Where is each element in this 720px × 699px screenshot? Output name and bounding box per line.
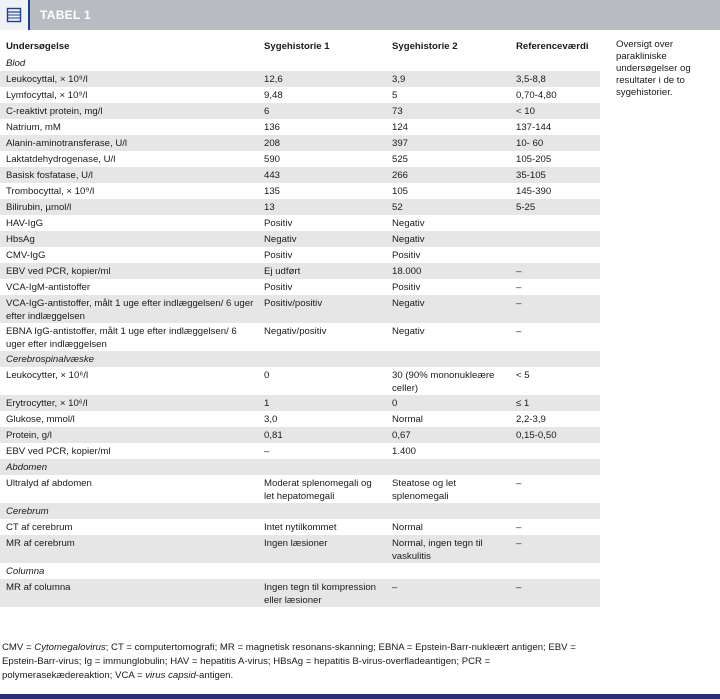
- table-cell: C-reaktivt protein, mg/l: [0, 103, 258, 119]
- table-row: [0, 367, 600, 395]
- table-cell: 35-105: [510, 167, 600, 183]
- table-title: TABEL 1: [40, 8, 91, 22]
- table-row: [0, 279, 600, 295]
- table-row: [0, 71, 600, 87]
- table-cell: 3,5-8,8: [510, 71, 600, 87]
- table-cell: 0: [264, 370, 270, 381]
- table-row: [0, 263, 600, 279]
- table-cell: 3,0: [264, 414, 278, 425]
- table-cell: Positiv/positiv: [258, 295, 386, 323]
- table-cell: Lymfocyttal, × 10⁹/l: [6, 90, 88, 101]
- table-cell: 266: [386, 167, 510, 183]
- table-icon: [0, 0, 30, 30]
- table-cell: Normal: [392, 522, 423, 533]
- table-cell: Negativ: [258, 231, 386, 247]
- footnote-text: CMV =: [2, 642, 35, 653]
- table-cell: 3,9: [386, 71, 510, 87]
- bottom-rule: [0, 694, 720, 699]
- table-row: [0, 247, 600, 263]
- table-cell: VCA-IgG-antistoffer, målt 1 uge efter indlæggelsen/ 6 uger efter indlæggelsen: [0, 295, 258, 323]
- table-row: [0, 535, 600, 563]
- table-cell: Positiv: [392, 250, 421, 261]
- column-header: Undersøgelse: [6, 41, 70, 52]
- table-cell: Negativ: [386, 231, 510, 247]
- table-cell: [510, 247, 600, 263]
- lab-results-table: [0, 36, 600, 607]
- table-cell: Negativ: [392, 218, 425, 229]
- table-cell: –: [510, 263, 600, 279]
- table-cell: CMV-IgG: [6, 250, 46, 261]
- table-cell: 10- 60: [510, 135, 600, 151]
- table-cell: –: [516, 326, 522, 337]
- table-cell: 1.400: [392, 446, 417, 457]
- section-title: Cerebrum: [0, 503, 600, 519]
- table-cell: Ingen læsioner: [258, 535, 386, 563]
- column-header: Referenceværdi: [516, 41, 589, 52]
- table-cell: 30 (90% mononukleære celler): [392, 370, 495, 394]
- table-cell: 105-205: [516, 154, 552, 165]
- section-row: [0, 563, 600, 579]
- table-cell: Normal, ingen tegn til vaskulitis: [386, 535, 510, 563]
- footnote-italic-text: virus capsid: [145, 670, 196, 681]
- table-cell: 6: [258, 103, 386, 119]
- table-cell: Positiv: [264, 218, 293, 229]
- table-cell: CT af cerebrum: [6, 522, 73, 533]
- table-cell: Negativ: [386, 295, 510, 323]
- section-row: [0, 459, 600, 475]
- table-row: [0, 151, 600, 167]
- section-row: [0, 55, 600, 71]
- table-row: [0, 215, 600, 231]
- table-cell: HbsAg: [0, 231, 258, 247]
- table-cell: Ej udført: [258, 263, 386, 279]
- table-row: [0, 167, 600, 183]
- table-cell: –: [510, 579, 600, 607]
- table-cell: Negativ: [392, 326, 425, 337]
- table-body: [0, 55, 600, 607]
- table-row: [0, 411, 600, 427]
- table-row: [0, 579, 600, 607]
- table-row: [0, 103, 600, 119]
- table-cell: MR af cerebrum: [0, 535, 258, 563]
- table-cell: 136: [264, 122, 281, 133]
- table-cell: 145-390: [516, 186, 552, 197]
- table-row: [0, 395, 600, 411]
- table-row: [0, 323, 600, 351]
- table-cell: –: [516, 282, 522, 293]
- table-cell: Leukocyttal, × 10⁹/l: [0, 71, 258, 87]
- table-row: [0, 87, 600, 103]
- table-cell: Bilirubin, µmol/l: [0, 199, 258, 215]
- table-cell: Erytrocytter, × 10⁶/l: [0, 395, 258, 411]
- table-cell: –: [264, 446, 270, 457]
- table-row: [0, 183, 600, 199]
- section-title: Cerebrospinalvæske: [0, 351, 600, 367]
- table-cell: 2,2-3,9: [516, 414, 546, 425]
- table-cell: EBV ved PCR, kopier/ml: [6, 446, 111, 457]
- table-cell: Positiv: [392, 282, 421, 293]
- table-row: [0, 519, 600, 535]
- table-header-bar: [0, 0, 720, 30]
- table-row: [0, 427, 600, 443]
- table-cell: 525: [392, 154, 409, 165]
- section-title: Columna: [6, 566, 45, 577]
- table-cell: Moderat splenomegali og let hepatomegali: [264, 478, 372, 502]
- table-cell: < 10: [510, 103, 600, 119]
- section-title: Blod: [6, 58, 26, 69]
- table-cell: 105: [392, 186, 409, 197]
- table-cell: –: [510, 295, 600, 323]
- footnote-text: ; CT = computertomografi; MR = magnetisk resonans-skanning; EBNA = Epstein-Barr-nukleært antigen; EBV = Epstein-Barr-virus; Ig = immunglobulin; HAV = hepatitis A-virus; HBsAg = hepatitis B-virus-overfladeantigen; PCR = polymerasekædereaktion; VCA =: [2, 642, 576, 681]
- table-cell: Protein, g/l: [0, 427, 258, 443]
- table-cell: Ultralyd af abdomen: [6, 478, 92, 489]
- table-footnote: [0, 641, 600, 683]
- table-cell: Positiv: [264, 282, 293, 293]
- side-note: Oversigt over parakliniske undersøgelser og resultater i de to sygehistorier.: [616, 39, 691, 98]
- table-cell: 443: [258, 167, 386, 183]
- table-cell: Laktatdehydrogenase, U/l: [6, 154, 116, 165]
- table-cell: [510, 443, 600, 459]
- table-row: [0, 135, 600, 151]
- table-cell: 397: [386, 135, 510, 151]
- table-cell: MR af columna: [0, 579, 258, 607]
- table-cell: Intet nytilkommet: [264, 522, 337, 533]
- table-cell: 9,48: [264, 90, 283, 101]
- column-header: Sygehistorie 1: [264, 41, 330, 52]
- table-cell: –: [510, 535, 600, 563]
- table-row: [0, 295, 600, 323]
- table-cell: Normal: [392, 414, 423, 425]
- table-cell: < 5: [516, 370, 530, 381]
- table-cell: [510, 231, 600, 247]
- table-cell: 12,6: [258, 71, 386, 87]
- table-header-row: [0, 36, 600, 55]
- section-title: Abdomen: [0, 459, 600, 475]
- table-cell: EBV ved PCR, kopier/ml: [0, 263, 258, 279]
- table-cell: Trombocyttal, × 10⁹/l: [6, 186, 95, 197]
- table-cell: 0,81: [258, 427, 386, 443]
- table-cell: 13: [258, 199, 386, 215]
- table-cell: 52: [386, 199, 510, 215]
- table-cell: 5-25: [510, 199, 600, 215]
- table-cell: Alanin-aminotransferase, U/l: [0, 135, 258, 151]
- table-cell: –: [386, 579, 510, 607]
- section-row: [0, 503, 600, 519]
- table-cell: 0,15-0,50: [510, 427, 600, 443]
- table-row: [0, 231, 600, 247]
- table-cell: 137-144: [516, 122, 552, 133]
- table-row: [0, 443, 600, 459]
- table-cell: 135: [264, 186, 281, 197]
- table-cell: –: [516, 478, 522, 489]
- table-cell: 208: [258, 135, 386, 151]
- column-header: Sygehistorie 2: [392, 41, 458, 52]
- table-cell: VCA-IgM-antistoffer: [6, 282, 91, 293]
- table-cell: Leukocytter, × 10⁶/l: [6, 370, 89, 381]
- table-cell: 73: [386, 103, 510, 119]
- table-cell: –: [516, 522, 522, 533]
- table-cell: 5: [392, 90, 398, 101]
- table-cell: [510, 215, 600, 231]
- table-row: [0, 199, 600, 215]
- table-cell: EBNA IgG-antistoffer, målt 1 uge efter indlæggelsen/ 6 uger efter indlæggelsen: [6, 326, 237, 350]
- table-cell: ≤ 1: [510, 395, 600, 411]
- footnote-text: -antigen.: [195, 670, 234, 681]
- table-cell: 0,70-4,80: [516, 90, 557, 101]
- table-cell: 0: [386, 395, 510, 411]
- table-cell: Glukose, mmol/l: [6, 414, 75, 425]
- table-cell: Basisk fosfatase, U/l: [0, 167, 258, 183]
- table-cell: Positiv: [264, 250, 293, 261]
- table-cell: Steatose og let splenomegali: [392, 478, 457, 502]
- table-cell: 590: [264, 154, 281, 165]
- table-row: [0, 119, 600, 135]
- table-cell: Ingen tegn til kompression eller læsioner: [258, 579, 386, 607]
- footnote-italic-text: Cytomegalovirus: [34, 642, 106, 653]
- table-cell: 1: [258, 395, 386, 411]
- lab-results-table-wrap: [0, 36, 600, 607]
- table-cell: Negativ/positiv: [264, 326, 327, 337]
- table-row: [0, 475, 600, 503]
- table-cell: 0,67: [386, 427, 510, 443]
- table-cell: Natrium, mM: [6, 122, 61, 133]
- table-cell: HAV-IgG: [6, 218, 44, 229]
- table-cell: 124: [392, 122, 409, 133]
- section-row: [0, 351, 600, 367]
- table-cell: 18.000: [386, 263, 510, 279]
